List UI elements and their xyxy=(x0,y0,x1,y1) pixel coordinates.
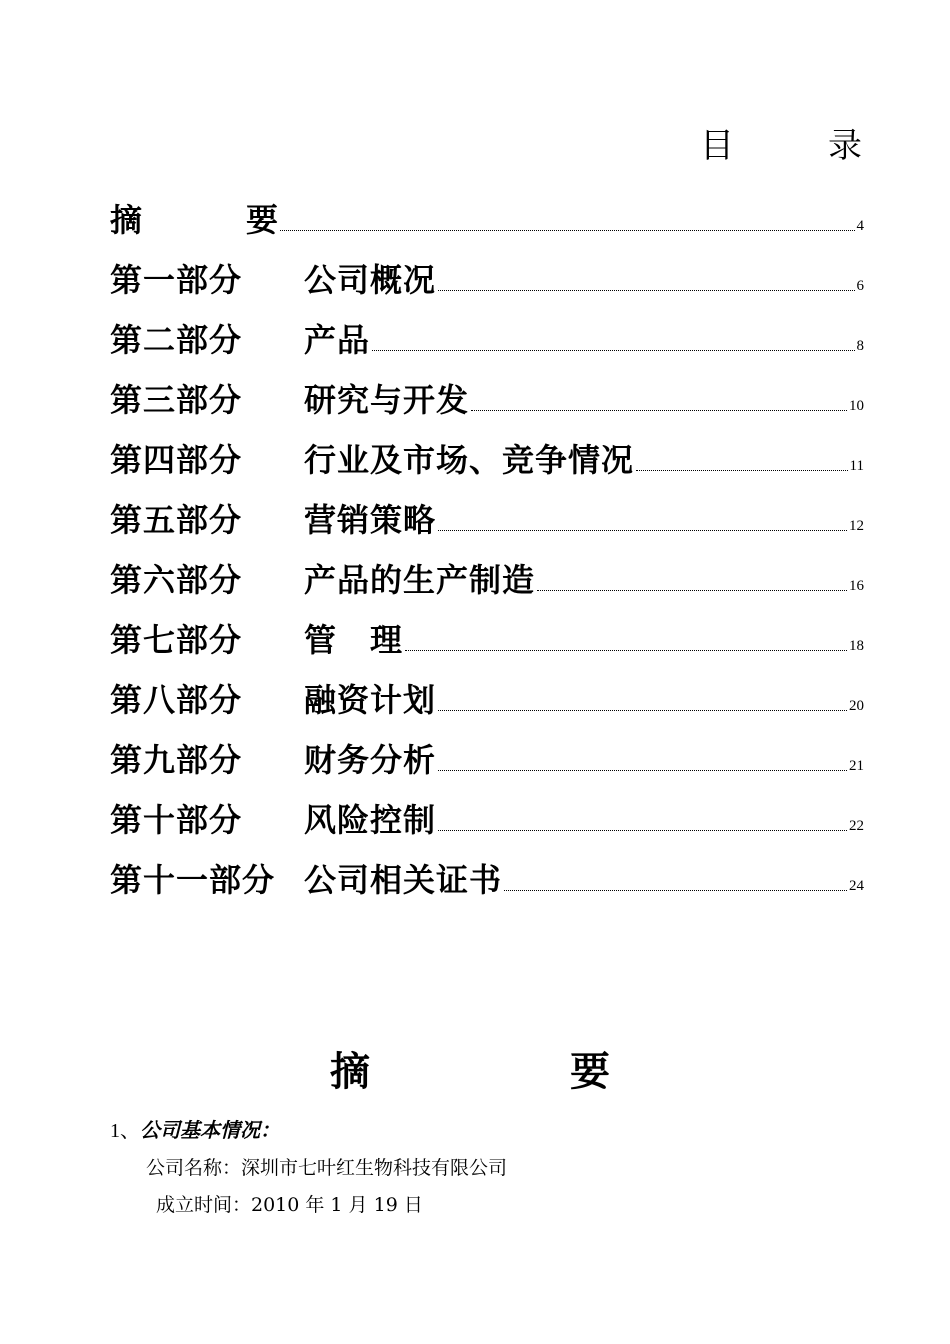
toc-page-number: 21 xyxy=(849,758,864,774)
toc-entry-part-11[interactable] xyxy=(110,840,864,900)
company-name-line: 公司名称：深圳市七叶红生物科技有限公司 xyxy=(146,1157,508,1179)
toc-leader-dots xyxy=(280,229,854,231)
toc-section-name: 风险控制 xyxy=(304,801,437,839)
toc-leader-dots xyxy=(438,829,847,831)
table-of-contents xyxy=(110,180,864,900)
toc-entry-part-7[interactable] xyxy=(110,600,864,660)
toc-leader-dots xyxy=(438,709,847,711)
toc-page-number: 11 xyxy=(849,458,864,474)
toc-entry-part-8[interactable] xyxy=(110,660,864,720)
toc-page-number: 16 xyxy=(849,578,864,594)
toc-part-label: 第五部分 xyxy=(110,501,243,539)
toc-leader-dots xyxy=(471,409,847,411)
toc-entry-part-5[interactable] xyxy=(110,480,864,540)
toc-section-name: 营销策略 xyxy=(304,501,437,539)
toc-section-name: 产品 xyxy=(304,321,371,359)
toc-section-name: 公司概况 xyxy=(304,261,437,299)
toc-page-number: 10 xyxy=(849,398,864,414)
toc-part-label: 第二部分 xyxy=(110,321,243,359)
toc-section-name: 管 理 xyxy=(304,621,404,659)
toc-leader-dots xyxy=(405,649,847,651)
abstract-heading: 摘 要 xyxy=(330,1049,690,1095)
toc-leader-dots xyxy=(537,589,847,591)
toc-part-label: 第七部分 xyxy=(110,621,243,659)
toc-entry-part-4[interactable] xyxy=(110,420,864,480)
toc-entry-part-3[interactable] xyxy=(110,360,864,420)
toc-page-number: 8 xyxy=(856,338,864,354)
toc-page-number: 22 xyxy=(849,818,864,834)
toc-section-name: 财务分析 xyxy=(304,741,437,779)
toc-page-number: 4 xyxy=(856,218,864,234)
toc-section-name: 融资计划 xyxy=(304,681,437,719)
toc-leader-dots xyxy=(438,769,847,771)
section-1-number: 1、 xyxy=(110,1120,140,1142)
toc-entry-part-1[interactable] xyxy=(110,240,864,300)
toc-leader-dots xyxy=(438,529,847,531)
toc-section-name: 研究与开发 xyxy=(304,381,470,419)
toc-entry-abstract[interactable] xyxy=(110,180,864,240)
toc-page-number: 12 xyxy=(849,518,864,534)
toc-title: 目 录 xyxy=(700,126,892,166)
toc-page-number: 24 xyxy=(849,878,864,894)
toc-part-label: 第九部分 xyxy=(110,741,243,779)
toc-part-label: 第八部分 xyxy=(110,681,243,719)
toc-page-number: 6 xyxy=(856,278,864,294)
toc-part-label: 第十部分 xyxy=(110,801,243,839)
toc-section-name: 行业及市场、竞争情况 xyxy=(304,441,635,479)
toc-part-label: 第一部分 xyxy=(110,261,243,299)
toc-part-label: 摘 要 xyxy=(110,201,315,239)
toc-leader-dots xyxy=(504,889,847,891)
toc-part-label: 第十一部分 xyxy=(110,861,276,899)
toc-leader-dots xyxy=(636,469,848,471)
toc-page-number: 20 xyxy=(849,698,864,714)
toc-part-label: 第三部分 xyxy=(110,381,243,419)
toc-part-label: 第六部分 xyxy=(110,561,243,599)
toc-section-name: 产品的生产制造 xyxy=(304,561,536,599)
section-1-heading xyxy=(110,1114,280,1143)
toc-entry-part-2[interactable] xyxy=(110,300,864,360)
toc-leader-dots xyxy=(372,349,854,351)
toc-leader-dots xyxy=(438,289,854,291)
toc-entry-part-10[interactable] xyxy=(110,780,864,840)
toc-entry-part-9[interactable] xyxy=(110,720,864,780)
toc-entry-part-6[interactable] xyxy=(110,540,864,600)
toc-page-number: 18 xyxy=(849,638,864,654)
section-1-label: 公司基本情况： xyxy=(140,1118,280,1142)
toc-part-label: 第四部分 xyxy=(110,441,243,479)
founded-date-line: 成立时间：2010 年 1 月 19 日 xyxy=(156,1194,423,1216)
toc-section-name: 公司相关证书 xyxy=(304,861,503,899)
